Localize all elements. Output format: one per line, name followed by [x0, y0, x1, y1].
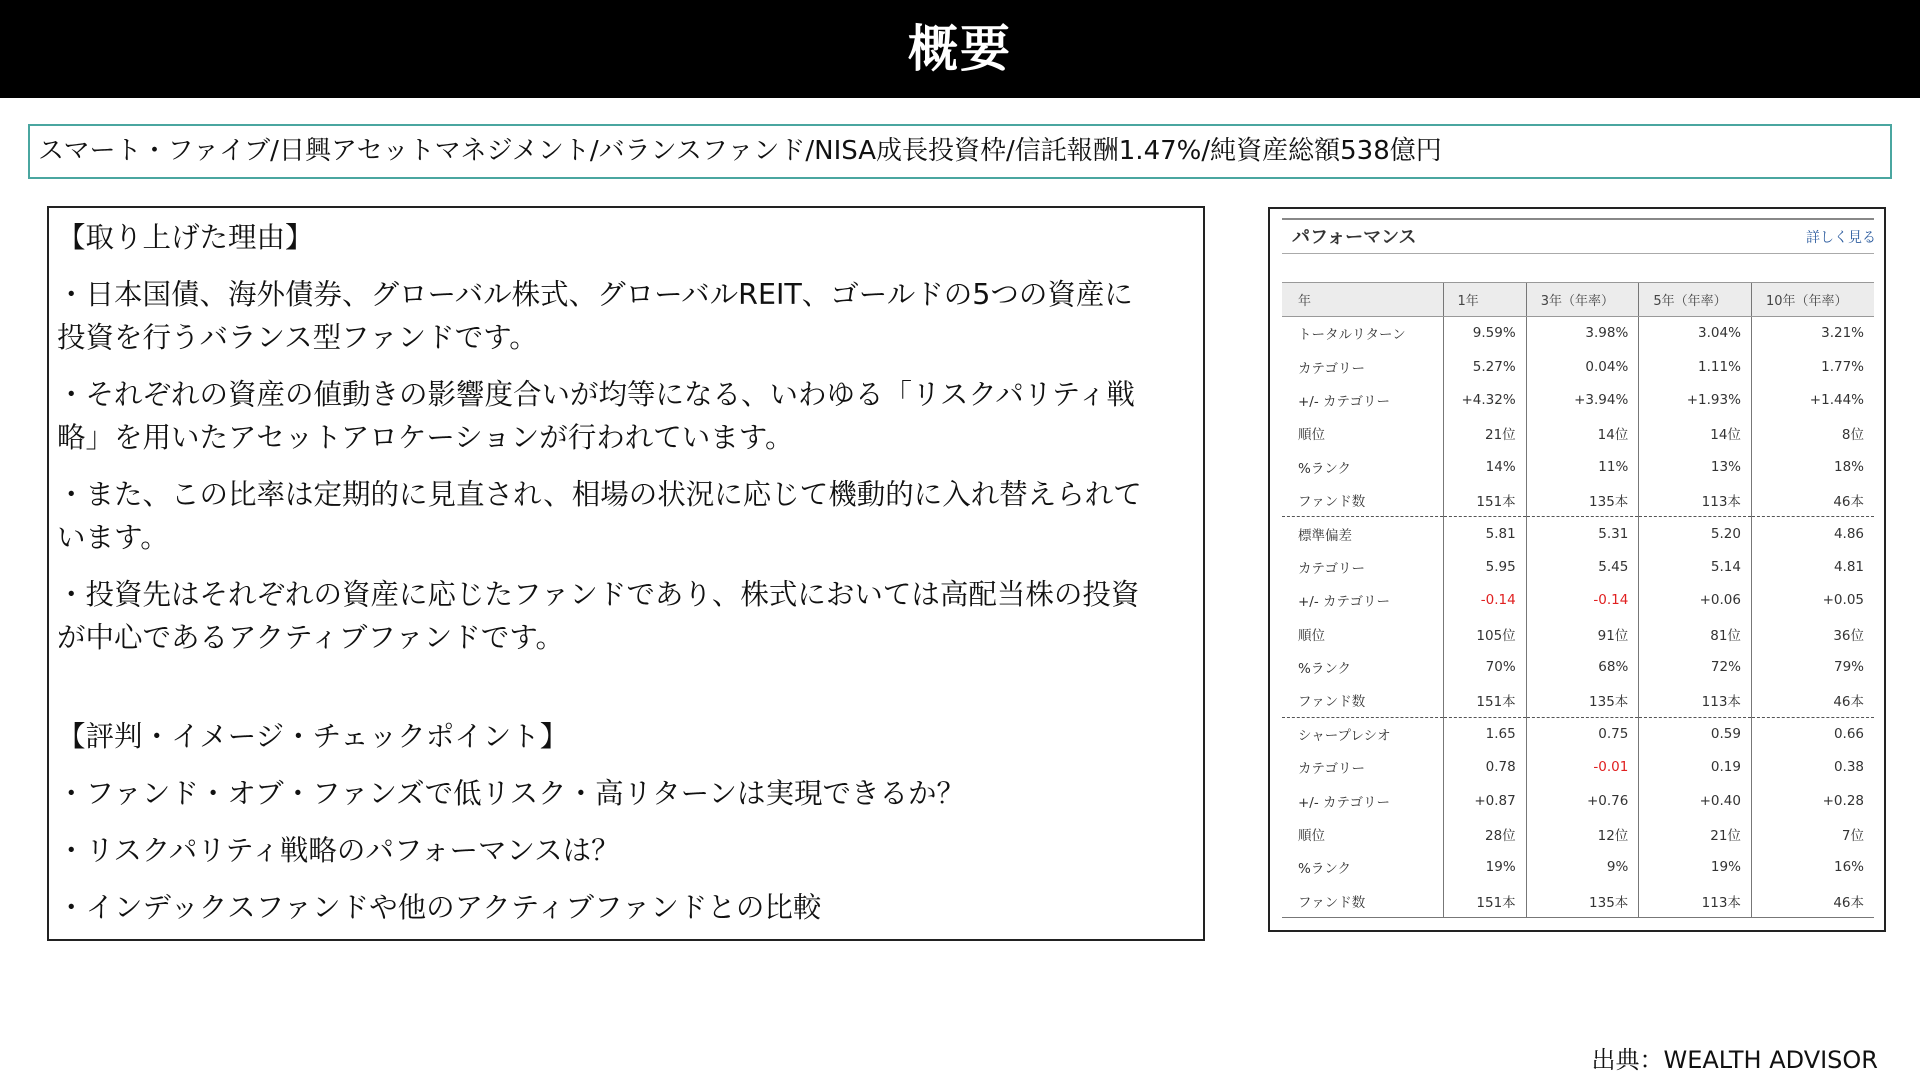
table-cell: 151本: [1443, 684, 1526, 717]
reason-item-3-line-2: います。: [57, 521, 169, 554]
table-cell: 72%: [1639, 650, 1752, 683]
table-cell: 113本: [1639, 884, 1752, 917]
column-header: 1年: [1443, 283, 1526, 317]
row-label: ファンド数: [1298, 493, 1366, 510]
row-label: 順位: [1298, 627, 1325, 644]
row-label: +/- カテゴリー: [1298, 794, 1390, 811]
table-row: [1282, 517, 1874, 550]
row-label: %ランク: [1298, 661, 1352, 678]
row-label: %ランク: [1298, 861, 1352, 878]
table-cell: 7位: [1751, 817, 1874, 850]
table-cell: 19%: [1639, 851, 1752, 884]
reason-item-3-line-1: ・また、この比率は定期的に見直され、相場の状況に応じて機動的に入れ替えられて: [57, 478, 1142, 511]
table-cell: 46本: [1751, 884, 1874, 917]
checkpoint-item-2: ・リスクパリティ戦略のパフォーマンスは？: [57, 834, 620, 867]
table-cell: 1.65: [1443, 717, 1526, 750]
table-cell: 16%: [1751, 851, 1874, 884]
table-cell: 11%: [1526, 450, 1639, 483]
table-cell: 28位: [1443, 817, 1526, 850]
row-label: %ランク: [1298, 460, 1352, 477]
table-cell: 19%: [1443, 851, 1526, 884]
column-header: 3年（年率）: [1526, 283, 1639, 317]
table-cell: 5.31: [1526, 517, 1639, 550]
header-bar: [0, 0, 1920, 98]
table-cell: 0.66: [1751, 717, 1874, 750]
table-cell: 68%: [1526, 650, 1639, 683]
table-cell: 5.45: [1526, 550, 1639, 583]
row-label: ファンド数: [1298, 694, 1366, 711]
table-cell: 14位: [1639, 417, 1752, 450]
table-cell: +0.28: [1751, 784, 1874, 817]
table-cell: 46本: [1751, 483, 1874, 516]
reason-item-1-line-2: 投資を行うバランス型ファンドです。: [57, 321, 538, 354]
table-cell: +1.44%: [1751, 383, 1874, 416]
performance-table: [1282, 282, 1874, 918]
table-cell: 4.81: [1751, 550, 1874, 583]
table-cell: 46本: [1751, 684, 1874, 717]
table-cell: +0.76: [1526, 784, 1639, 817]
table-cell: 9%: [1526, 851, 1639, 884]
reasons-heading: 【取り上げた理由】: [57, 221, 314, 254]
column-header: 年: [1282, 283, 1443, 317]
table-row: [1282, 584, 1874, 617]
table-cell: +0.06: [1639, 584, 1752, 617]
table-cell: 21位: [1639, 817, 1752, 850]
table-row: [1282, 450, 1874, 483]
divider: [1282, 218, 1874, 220]
reason-box: [47, 206, 1205, 941]
table-cell: +4.32%: [1443, 383, 1526, 416]
table-row: [1282, 417, 1874, 450]
checkpoint-item-3: ・インデックスファンドや他のアクティブファンドとの比較: [57, 891, 822, 924]
table-cell: +0.87: [1443, 784, 1526, 817]
performance-title: パフォーマンス: [1292, 227, 1417, 248]
table-row: [1282, 617, 1874, 650]
table-cell: 5.81: [1443, 517, 1526, 550]
row-label: カテゴリー: [1298, 560, 1365, 577]
table-cell: 4.86: [1751, 517, 1874, 550]
table-cell: 1.11%: [1639, 350, 1752, 383]
table-row: [1282, 717, 1874, 750]
table-row: [1282, 317, 1874, 350]
row-label: 順位: [1298, 427, 1325, 444]
table-cell: +0.40: [1639, 784, 1752, 817]
table-cell: 9.59%: [1443, 317, 1526, 350]
table-cell: 0.59: [1639, 717, 1752, 750]
divider: [1282, 253, 1874, 254]
table-row: [1282, 483, 1874, 516]
checkpoint-item-1: ・ファンド・オブ・ファンズで低リスク・高リターンは実現できるか？: [57, 777, 966, 810]
table-cell: 113本: [1639, 684, 1752, 717]
row-label: ファンド数: [1282, 884, 1443, 917]
details-link[interactable]: 詳しく見る: [1806, 230, 1876, 246]
table-cell: 0.19: [1639, 751, 1752, 784]
table-row: [1282, 383, 1874, 416]
column-header: 5年（年率）: [1639, 283, 1752, 317]
table-cell: 14%: [1443, 450, 1526, 483]
table-cell: 81位: [1639, 617, 1752, 650]
table-row: [1282, 884, 1874, 917]
table-cell: 5.14: [1639, 550, 1752, 583]
table-cell: +0.05: [1751, 584, 1874, 617]
performance-panel: [1268, 207, 1886, 932]
table-cell: +1.93%: [1639, 383, 1752, 416]
row-label: +/- カテゴリー: [1298, 594, 1390, 611]
table-cell: -0.14: [1526, 584, 1639, 617]
table-cell: 5.27%: [1443, 350, 1526, 383]
table-row: [1282, 817, 1874, 850]
table-cell: 0.75: [1526, 717, 1639, 750]
table-cell: 5.20: [1639, 517, 1752, 550]
row-label: 標準偏差: [1282, 517, 1443, 550]
checkpoints-heading: 【評判・イメージ・チェックポイント】: [57, 720, 569, 753]
source-credit: 出典：WEALTH ADVISOR: [1591, 1046, 1878, 1074]
table-cell: 113本: [1639, 483, 1752, 516]
table-cell: 135本: [1526, 884, 1639, 917]
table-cell: 79%: [1751, 650, 1874, 683]
table-cell: 12位: [1526, 817, 1639, 850]
table-cell: 151本: [1443, 884, 1526, 917]
table-cell: 18%: [1751, 450, 1874, 483]
reason-item-4-line-1: ・投資先はそれぞれの資産に応じたファンドであり、株式においては高配当株の投資: [57, 578, 1140, 611]
table-cell: 0.04%: [1526, 350, 1639, 383]
table-row: [1282, 350, 1874, 383]
fund-summary-bar: スマート・ファイブ/日興アセットマネジメント/バランスファンド/NISA成長投資枠/信託報酬1.47%/純資産総額538億円: [28, 124, 1892, 179]
table-cell: 151本: [1443, 483, 1526, 516]
table-cell: 8位: [1751, 417, 1874, 450]
table-cell: 0.78: [1443, 751, 1526, 784]
reason-item-1-line-1: ・日本国債、海外債券、グローバル株式、グローバルREIT、ゴールドの5つの資産に: [57, 278, 1133, 311]
table-header-row: [1282, 283, 1874, 317]
table-cell: 70%: [1443, 650, 1526, 683]
reason-item-2-line-1: ・それぞれの資産の値動きの影響度合いが均等になる、いわゆる「リスクパリティ戦: [57, 378, 1135, 411]
table-row: [1282, 650, 1874, 683]
column-header: 10年（年率）: [1751, 283, 1874, 317]
table-row: [1282, 851, 1874, 884]
table-cell: -0.14: [1443, 584, 1526, 617]
table-cell: 135本: [1526, 684, 1639, 717]
table-row: [1282, 784, 1874, 817]
table-cell: 21位: [1443, 417, 1526, 450]
table-cell: 3.98%: [1526, 317, 1639, 350]
table-cell: 3.04%: [1639, 317, 1752, 350]
row-label: +/- カテゴリー: [1298, 393, 1390, 410]
table-cell: 5.95: [1443, 550, 1526, 583]
reason-item-4-line-2: が中心であるアクティブファンドです。: [57, 621, 565, 654]
table-cell: 105位: [1443, 617, 1526, 650]
table-cell: 14位: [1526, 417, 1639, 450]
table-cell: 1.77%: [1751, 350, 1874, 383]
table-cell: 13%: [1639, 450, 1752, 483]
table-cell: 3.21%: [1751, 317, 1874, 350]
page-title: 概要: [908, 20, 1012, 78]
row-label: カテゴリー: [1298, 761, 1365, 778]
reason-item-2-line-2: 略」を用いたアセットアロケーションが行われています。: [57, 421, 794, 454]
table-cell: 0.38: [1751, 751, 1874, 784]
table-cell: 135本: [1526, 483, 1639, 516]
row-label: トータルリターン: [1298, 327, 1406, 344]
table-cell: 91位: [1526, 617, 1639, 650]
table-cell: +3.94%: [1526, 383, 1639, 416]
row-label: カテゴリー: [1298, 360, 1365, 377]
row-label: シャープレシオ: [1282, 717, 1443, 750]
table-row: [1282, 550, 1874, 583]
table-cell: -0.01: [1526, 751, 1639, 784]
table-row: [1282, 751, 1874, 784]
table-cell: 36位: [1751, 617, 1874, 650]
table-row: [1282, 684, 1874, 717]
row-label: 順位: [1298, 828, 1325, 845]
